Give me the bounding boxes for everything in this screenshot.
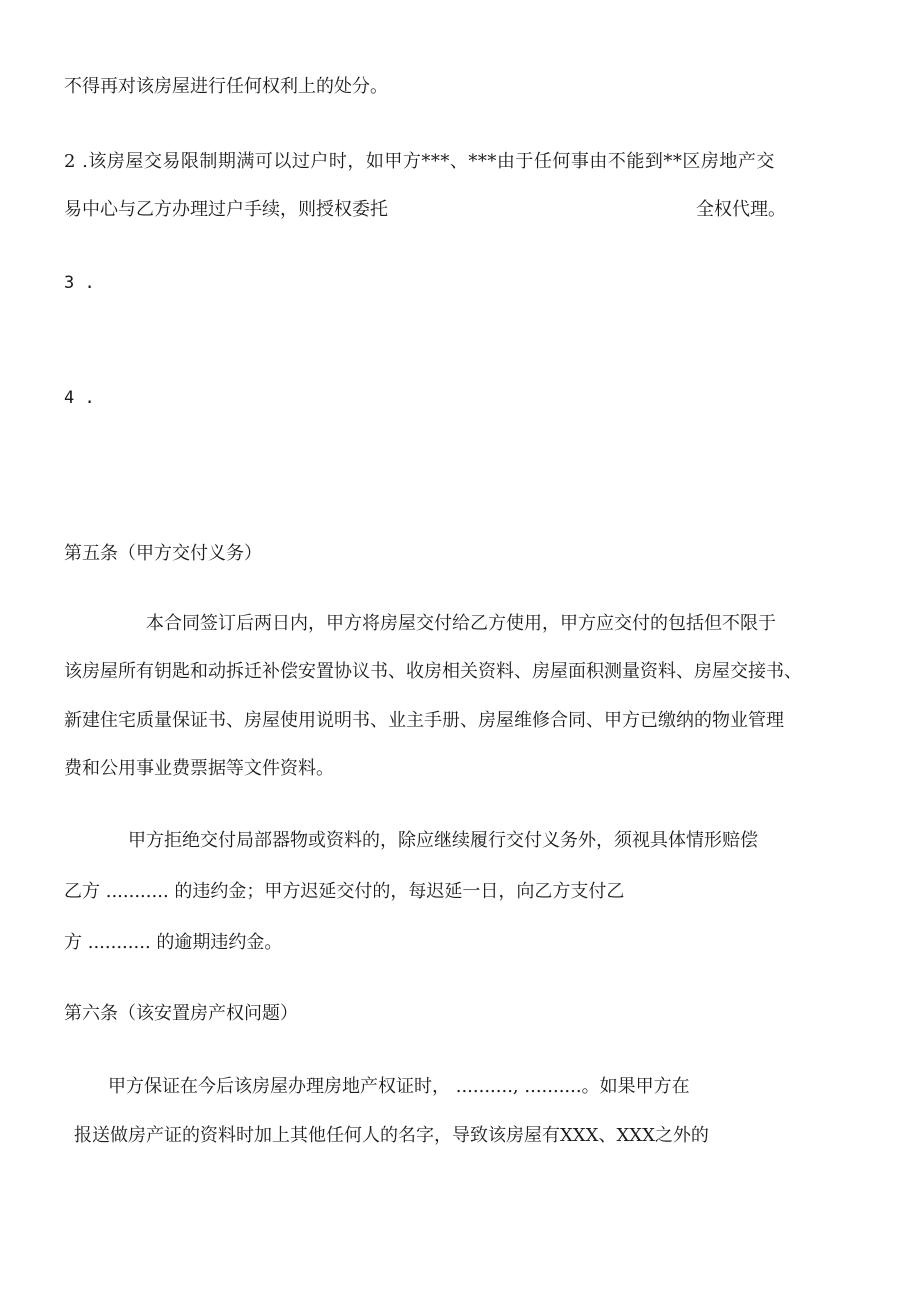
article-5-para-1-line-2: 该房屋所有钥匙和动拆迁补偿安置协议书、收房相关资料、房屋面积测量资料、房屋交接书、	[64, 661, 802, 682]
article-5-para-2-line-2: 乙方 ........... 的违约金；甲方迟延交付的，每迟延一日，向乙方支付乙	[64, 881, 625, 902]
text-line: 不得再对该房屋进行任何权利上的处分。	[64, 76, 388, 97]
article-6-heading: 第六条（该安置房产权问题）	[64, 1003, 298, 1024]
clause-4-number: 4 .	[64, 388, 95, 408]
clause-2-line-1: 2 .该房屋交易限制期满可以过户时，如甲方***、***由于任何事由不能到**区房地产交	[64, 151, 775, 172]
article-5-heading: 第五条（甲方交付义务）	[64, 543, 262, 564]
clause-3-number: 3 .	[64, 273, 95, 293]
article-6-para-line-2: 报送做房产证的资料时加上其他任何人的名字，导致该房屋有XXX、XXX之外的	[74, 1125, 709, 1146]
article-6-para-line-1: 甲方保证在今后该房屋办理房地产权证时， .........., ..........。如果甲方在	[108, 1076, 690, 1097]
article-5-para-2-line-1: 甲方拒绝交付局部器物或资料的，除应继续履行交付义务外，须视具体情形赔偿	[128, 830, 758, 851]
article-5-para-1-line-1: 本合同签订后两日内，甲方将房屋交付给乙方使用，甲方应交付的包括但不限于	[146, 613, 776, 634]
clause-2-line-2: 易中心与乙方办理过户手续，则授权委托	[64, 199, 388, 220]
article-5-para-1-line-4: 费和公用事业费票据等文件资料。	[64, 758, 334, 779]
article-5-para-1-line-3: 新建住宅质量保证书、房屋使用说明书、业主手册、房屋维修合同、甲方已缴纳的物业管理	[64, 710, 784, 731]
clause-2-line-2-end: 全权代理。	[696, 199, 786, 220]
article-5-para-2-line-3: 方 ........... 的逾期违约金。	[64, 932, 283, 953]
